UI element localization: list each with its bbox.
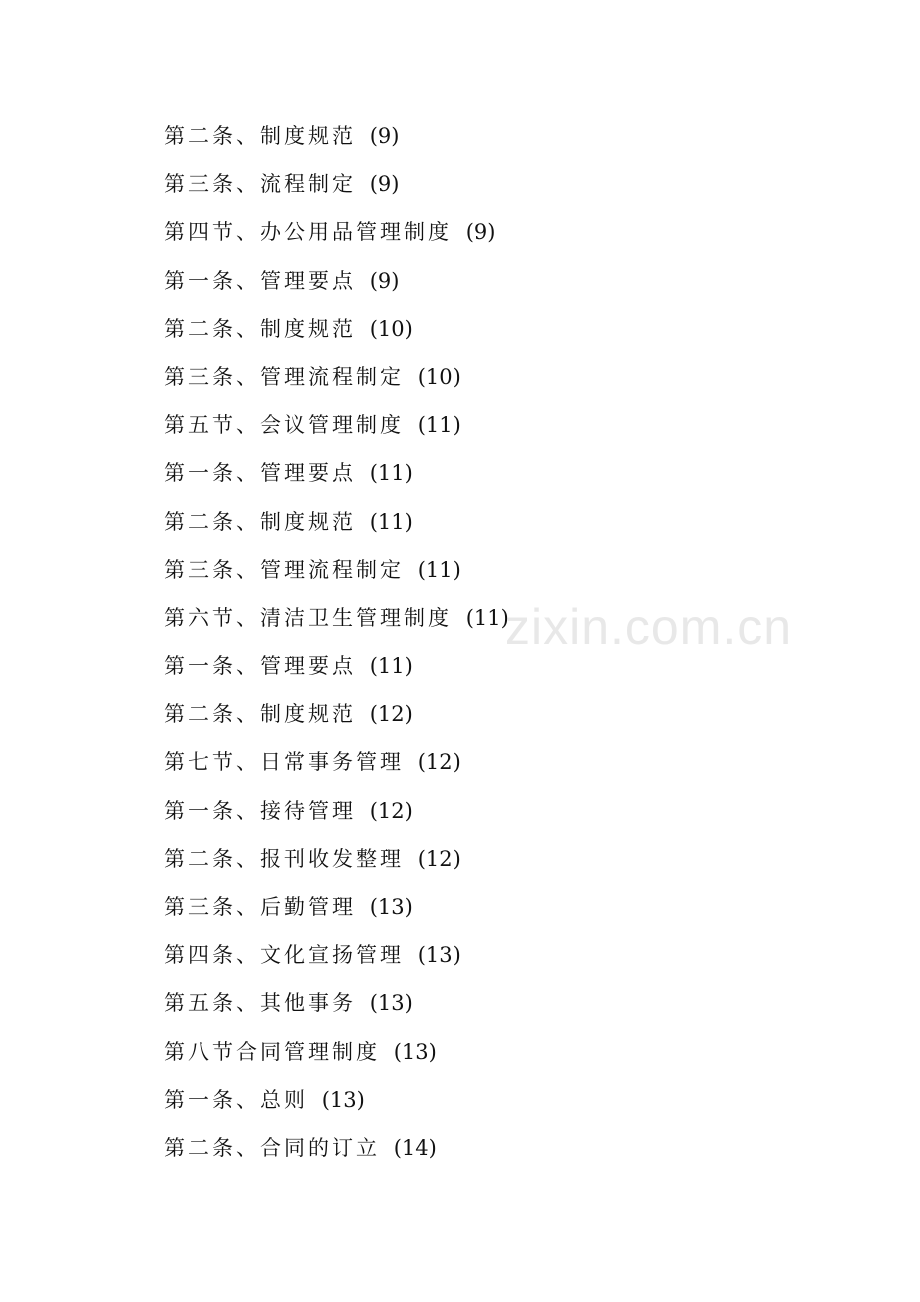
toc-entry-title: 第二条、制度规范	[164, 702, 356, 727]
toc-entry-title: 第二条、报刊收发整理	[164, 846, 404, 871]
toc-entry	[164, 1128, 509, 1176]
toc-entry-page: (13)	[369, 991, 413, 1016]
toc-entry	[164, 742, 509, 790]
toc-entry-title: 第五条、其他事务	[164, 991, 356, 1016]
toc-entry-page: (9)	[465, 220, 496, 245]
toc-entry-page: (11)	[369, 509, 413, 534]
toc-entry	[164, 839, 509, 887]
toc-entry-title: 第一条、管理要点	[164, 461, 356, 486]
toc-entry-title: 第三条、流程制定	[164, 172, 356, 197]
toc-entry	[164, 502, 509, 550]
toc-entry	[164, 405, 509, 453]
toc-entry-title: 第一条、接待管理	[164, 798, 356, 823]
toc-entry-title: 第二条、制度规范	[164, 316, 356, 341]
toc-entry	[164, 212, 509, 260]
toc-entry-page: (11)	[417, 557, 461, 582]
toc-entry-page: (12)	[369, 702, 413, 727]
toc-entry	[164, 453, 509, 501]
toc-entry	[164, 309, 509, 357]
toc-entry	[164, 887, 509, 935]
toc-entry	[164, 791, 509, 839]
toc-entry	[164, 694, 509, 742]
toc-entry-page: (12)	[417, 846, 461, 871]
toc-entry	[164, 1080, 509, 1128]
toc-entry-title: 第一条、管理要点	[164, 654, 356, 679]
toc-entry-title: 第一条、总则	[164, 1087, 308, 1112]
toc-entry-title: 第七节、日常事务管理	[164, 750, 404, 775]
toc-entry-page: (11)	[369, 461, 413, 486]
toc-entry	[164, 550, 509, 598]
toc-entry-page: (9)	[369, 172, 400, 197]
toc-entry	[164, 646, 509, 694]
toc-entry-title: 第五节、会议管理制度	[164, 413, 404, 438]
toc-entry-page: (10)	[369, 316, 413, 341]
toc-entry-page: (11)	[417, 413, 461, 438]
toc-entry-title: 第二条、合同的订立	[164, 1135, 380, 1160]
toc-entry	[164, 1032, 509, 1080]
toc-entry-title: 第二条、制度规范	[164, 124, 356, 148]
table-of-contents	[164, 116, 509, 1176]
toc-entry-page: (10)	[417, 364, 461, 389]
toc-entry-title: 第一条、管理要点	[164, 268, 356, 293]
toc-entry-page: (13)	[369, 895, 413, 919]
toc-entry-title: 第六节、清洁卫生管理制度	[164, 605, 452, 630]
toc-entry	[164, 261, 509, 309]
toc-entry	[164, 116, 509, 164]
toc-entry-title: 第四节、办公用品管理制度	[164, 220, 452, 245]
toc-entry	[164, 983, 509, 1031]
toc-entry-page: (12)	[369, 798, 413, 823]
toc-entry-title: 第三条、后勤管理	[164, 895, 356, 919]
toc-entry-title: 第三条、管理流程制定	[164, 364, 404, 389]
toc-entry-page: (11)	[465, 605, 509, 630]
toc-entry-page: (9)	[369, 268, 400, 293]
toc-entry-page: (9)	[369, 124, 400, 148]
toc-entry-title: 第四条、文化宣扬管理	[164, 943, 404, 968]
toc-entry-title: 第八节合同管理制度	[164, 1039, 380, 1064]
toc-entry-page: (13)	[321, 1087, 365, 1112]
toc-entry-page: (11)	[369, 654, 413, 679]
toc-entry	[164, 164, 509, 212]
watermark: zixin.com.cn	[505, 599, 793, 655]
toc-entry	[164, 357, 509, 405]
toc-entry-page: (13)	[417, 943, 461, 968]
toc-entry-page: (14)	[393, 1135, 437, 1160]
toc-entry-title: 第二条、制度规范	[164, 509, 356, 534]
toc-entry-page: (13)	[393, 1039, 437, 1064]
toc-entry	[164, 598, 509, 646]
toc-entry	[164, 935, 509, 983]
toc-entry-title: 第三条、管理流程制定	[164, 557, 404, 582]
toc-entry-page: (12)	[417, 750, 461, 775]
